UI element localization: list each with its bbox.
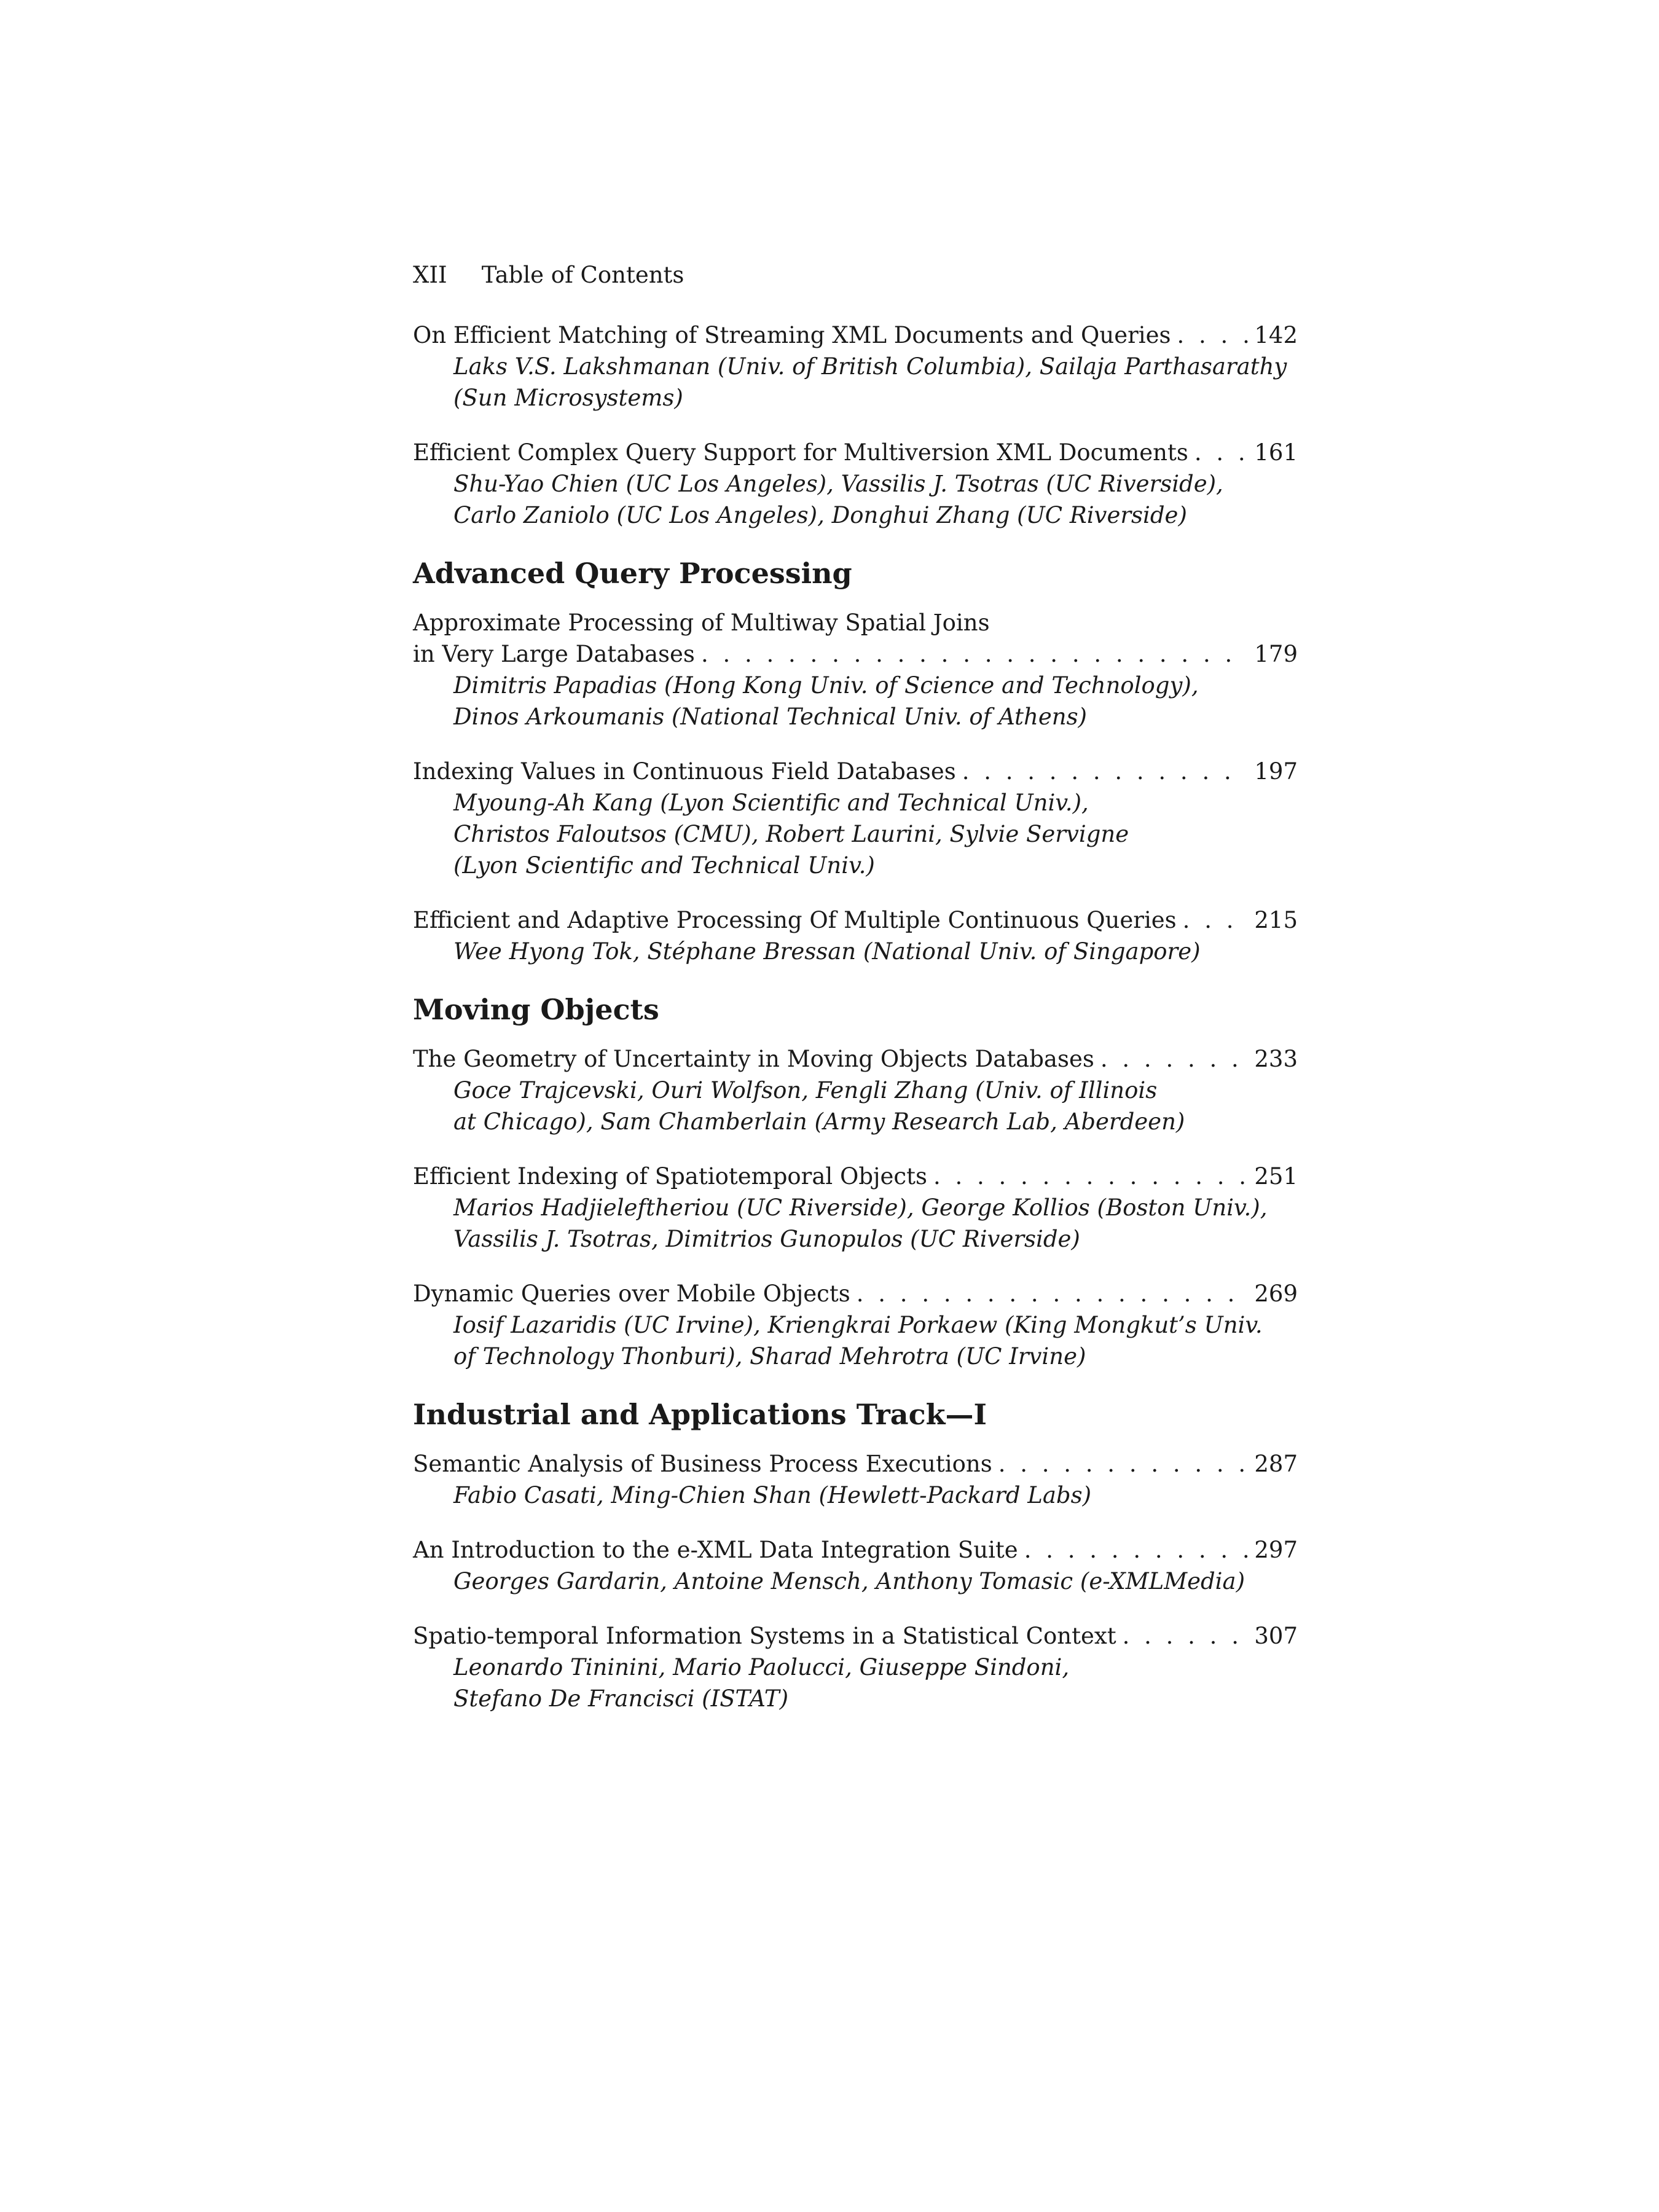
entry-page-number: 233: [1254, 1046, 1298, 1072]
entry-title-line: [413, 1534, 1298, 1566]
entry-title-line: [413, 320, 1298, 351]
entry-title-line: [413, 756, 1298, 787]
toc-entry: [413, 320, 1298, 414]
entry-authors-line: Vassilis J. Tsotras, Dimitrios Gunopulos (UC Riverside): [453, 1226, 1080, 1252]
entry-title: Dynamic Queries over Mobile Objects: [413, 1281, 850, 1307]
entry-page-number: 197: [1254, 758, 1298, 785]
entry-page-number: 142: [1254, 322, 1298, 348]
entry-title: Efficient and Adaptive Processing Of Multiple Continuous Queries: [413, 907, 1177, 933]
entry-authors-line: of Technology Thonburi), Sharad Mehrotra (UC Irvine): [453, 1343, 1086, 1370]
entry-page-number: 307: [1254, 1623, 1298, 1649]
entry-title: Efficient Complex Query Support for Multiversion XML Documents: [413, 439, 1188, 466]
entry-title: Efficient Indexing of Spatiotemporal Objects: [413, 1163, 927, 1190]
entry-page-number: 251: [1254, 1163, 1298, 1190]
entry-authors-line: Leonardo Tininini, Mario Paolucci, Giuseppe Sindoni,: [453, 1654, 1070, 1681]
dot-leader: [1177, 320, 1249, 351]
section-heading: Moving Objects: [413, 993, 659, 1026]
entry-authors-line: Marios Hadjieleftheriou (UC Riverside), George Kollios (Boston Univ.),: [453, 1194, 1268, 1221]
entry-title-line: [413, 1161, 1298, 1192]
entry-authors-line: Dimitris Papadias (Hong Kong Univ. of Science and Technology),: [453, 672, 1199, 699]
toc-entry: [413, 1448, 1298, 1511]
toc-entry: [413, 1278, 1298, 1372]
entry-title-line: [413, 1448, 1298, 1480]
entry-authors-line: Wee Hyong Tok, Stéphane Bressan (National Univ. of Singapore): [453, 938, 1201, 965]
entry-authors-line: at Chicago), Sam Chamberlain (Army Research Lab, Aberdeen): [453, 1108, 1185, 1135]
entry-authors-line: Carlo Zaniolo (UC Los Angeles), Donghui Zhang (UC Riverside): [453, 502, 1187, 528]
entry-title-line: [413, 437, 1298, 468]
toc-entry: [413, 437, 1298, 531]
dot-leader: [933, 1161, 1248, 1192]
entry-title-line: [413, 638, 1298, 670]
entry-title: Indexing Values in Continuous Field Databases: [413, 758, 956, 785]
toc-entry: [413, 1620, 1298, 1714]
entry-title: in Very Large Databases: [413, 641, 695, 667]
entry-authors-line: Myoung-Ah Kang (Lyon Scientific and Technical Univ.),: [453, 790, 1089, 816]
entry-title-line: [413, 1620, 1298, 1652]
entry-page-number: 297: [1254, 1537, 1298, 1563]
entry-authors-line: Shu-Yao Chien (UC Los Angeles), Vassilis J. Tsotras (UC Riverside),: [453, 471, 1223, 497]
entry-authors-line: Goce Trajcevski, Ouri Wolfson, Fengli Zhang (Univ. of Illinois: [453, 1077, 1158, 1104]
entry-title-first-line: Approximate Processing of Multiway Spatial Joins: [413, 610, 990, 636]
entry-authors-line: (Sun Microsystems): [453, 385, 683, 411]
page-number: XII: [413, 262, 447, 288]
entry-title: The Geometry of Uncertainty in Moving Objects Databases: [413, 1046, 1094, 1072]
entry-title-line: [413, 1278, 1298, 1309]
section-heading: Industrial and Applications Track—I: [413, 1398, 987, 1431]
dot-leader: [857, 1278, 1249, 1309]
dot-leader: [1183, 904, 1249, 936]
entry-title: An Introduction to the e-XML Data Integration Suite: [413, 1537, 1018, 1563]
dot-leader: [998, 1448, 1249, 1480]
dot-leader: [1100, 1043, 1249, 1075]
entry-title: Spatio-temporal Information Systems in a Statistical Context: [413, 1623, 1116, 1649]
dot-leader: [1194, 437, 1249, 468]
entry-page-number: 269: [1254, 1281, 1298, 1307]
entry-title: Semantic Analysis of Business Process Executions: [413, 1451, 992, 1477]
dot-leader: [1123, 1620, 1249, 1652]
toc-entry: [413, 607, 1298, 732]
toc-entry: [413, 1534, 1298, 1597]
toc-page: [413, 258, 1298, 1738]
toc-entry: [413, 756, 1298, 881]
entry-authors-line: Dinos Arkoumanis (National Technical Univ. of Athens): [453, 704, 1087, 730]
entry-authors-line: Georges Gardarin, Antoine Mensch, Anthony Tomasic (e-XMLMedia): [453, 1568, 1245, 1594]
dot-leader: [962, 756, 1249, 787]
entry-page-number: 215: [1254, 907, 1298, 933]
entry-authors-line: Iosif Lazaridis (UC Irvine), Kriengkrai Porkaew (King Mongkut’s Univ.: [453, 1312, 1263, 1338]
toc-entry: [413, 1161, 1298, 1255]
entry-title-line: [413, 904, 1298, 936]
entry-page-number: 179: [1254, 641, 1298, 667]
running-head: [413, 258, 1298, 292]
toc-entry: [413, 904, 1298, 967]
entry-authors-line: Fabio Casati, Ming-Chien Shan (Hewlett-Packard Labs): [453, 1482, 1092, 1508]
entry-authors-line: Christos Faloutsos (CMU), Robert Laurini, Sylvie Servigne: [453, 821, 1129, 847]
section-heading: Advanced Query Processing: [413, 557, 852, 590]
entry-page-number: 161: [1254, 439, 1298, 466]
running-title: Table of Contents: [481, 262, 684, 288]
entry-authors-line: Laks V.S. Lakshmanan (Univ. of British Columbia), Sailaja Parthasarathy: [453, 353, 1287, 380]
entry-title: On Efficient Matching of Streaming XML Documents and Queries: [413, 322, 1171, 348]
entry-authors-line: Stefano De Francisci (ISTAT): [453, 1685, 789, 1712]
dot-leader: [1024, 1534, 1249, 1566]
entry-title-line: [413, 1043, 1298, 1075]
entry-authors-line: (Lyon Scientific and Technical Univ.): [453, 852, 875, 879]
dot-leader: [701, 638, 1248, 670]
toc-entry: [413, 1043, 1298, 1137]
entry-page-number: 287: [1254, 1451, 1298, 1477]
